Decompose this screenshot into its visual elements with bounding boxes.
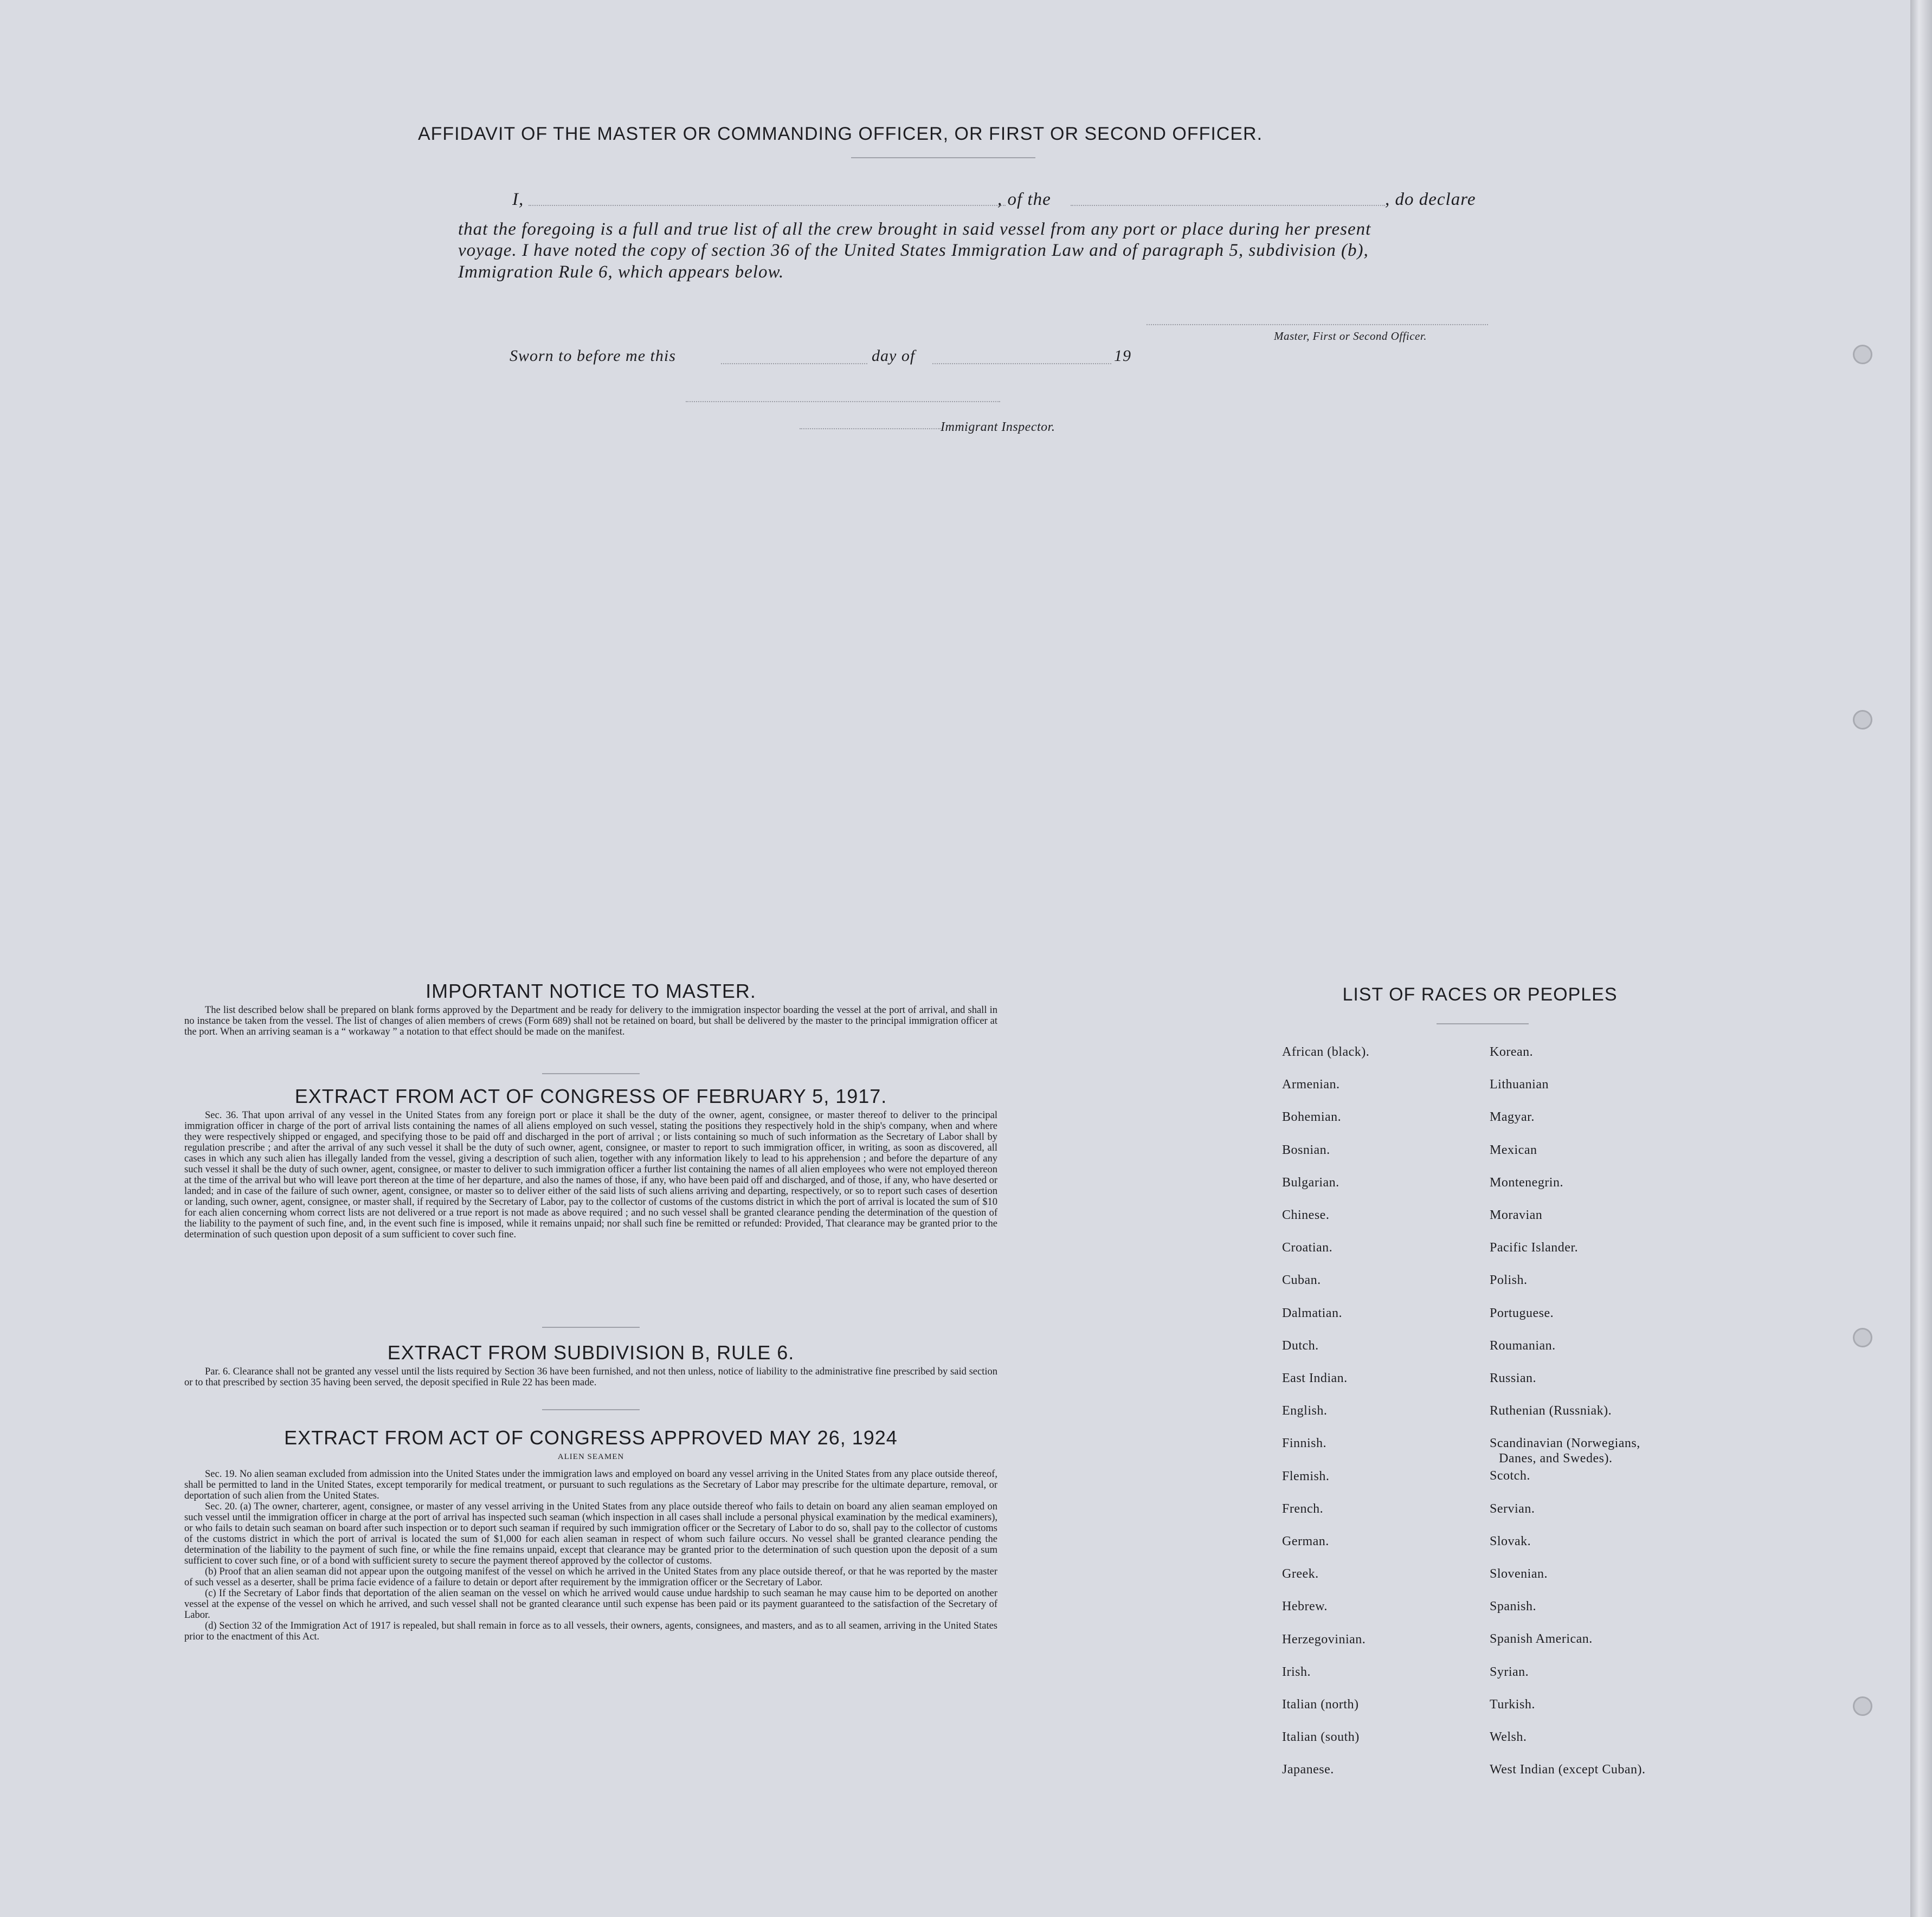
master-caption: Master, First or Second Officer. [1274, 330, 1427, 343]
race-item: Pacific Islander. [1490, 1241, 1579, 1255]
extract-1917-title: EXTRACT FROM ACT OF CONGRESS OF FEBRUARY 5, 1917. [294, 1085, 887, 1107]
race-item: Cuban. [1282, 1273, 1321, 1288]
race-item: French. [1282, 1501, 1324, 1516]
race-item: Croatian. [1282, 1241, 1333, 1255]
page-edge-shadow [1910, 0, 1932, 1917]
race-item: Danes, and Swedes). [1499, 1451, 1613, 1466]
affidavit-line-2: that the foregoing is a full and true list of all the crew brought in said vessel from any port or place during her present [458, 220, 1371, 239]
day-of-label: day of [872, 347, 916, 365]
race-item: Bosnian. [1282, 1143, 1330, 1157]
race-item: Portuguese. [1490, 1306, 1554, 1320]
year-label: 19 [1114, 347, 1131, 365]
race-item: Italian (north) [1282, 1697, 1359, 1712]
race-item: Turkish. [1490, 1697, 1535, 1712]
notice-title: IMPORTANT NOTICE TO MASTER. [426, 980, 756, 1002]
race-item: Slovenian. [1490, 1567, 1548, 1581]
sec-20a-paragraph: Sec. 20. (a) The owner, charterer, agent, consignee, or master of any vessel arriving in the United States from any place outside thereof who fails to detain on board any alien seaman employed on such vessel until the immigration officer in charge at the port of arrival has inspected such seaman (which inspection in all cases shall include a personal physical examination by the medical examiners), or who fails to detain such seaman on board after such inspection or to deport such seaman if required by such immigration officer or the Secretary of Labor to do so, shall pay to the collector of customs of the customs district in which the port of arrival is located the sum of $1,000 for each alien seaman in respect of whom such failure occurs. No vessel shall be granted clearance pending the determination of the liability to the payment of such fine, or while the fine remains unpaid, except that clearance may be granted prior to the determination of such question upon the deposit of a sum sufficient to cover such fine, or of a bond with sufficient surety to secure the payment thereof approved by the collector of customs. [184, 1501, 997, 1566]
binder-hole [1853, 1696, 1872, 1716]
race-item: African (black). [1282, 1045, 1370, 1059]
extract-rule6-divider [542, 1409, 640, 1410]
extract-1917-divider [542, 1327, 640, 1328]
race-item: Scandinavian (Norwegians, [1490, 1436, 1640, 1451]
races-divider [1437, 1023, 1529, 1024]
race-item: Hebrew. [1282, 1599, 1328, 1614]
affidavit-line-4: Immigration Rule 6, which appears below. [458, 262, 784, 282]
race-item: German. [1282, 1534, 1329, 1548]
extract-rule6-text: Par. 6. Clearance shall not be granted any vessel until the lists required by Section 36 have been furnished, and not then unless, notice of liability to the administrative fine prescribed by said section or to that prescribed by section 35 having been served, the deposit specified in Rule 22 has been made. [184, 1366, 997, 1388]
binder-hole [1853, 1328, 1872, 1347]
race-item: Herzegovinian. [1282, 1632, 1366, 1647]
race-item: Flemish. [1282, 1469, 1330, 1483]
affidavit-declare-label: , do declare [1385, 190, 1476, 209]
race-item: Syrian. [1490, 1664, 1529, 1679]
race-item: Mexican [1490, 1143, 1537, 1157]
races-title: LIST OF RACES OR PEOPLES [1342, 984, 1618, 1005]
race-item: Moravian [1490, 1208, 1543, 1222]
race-item: Italian (south) [1282, 1730, 1360, 1745]
sec-19-paragraph: Sec. 19. No alien seaman excluded from admission into the United States under the immigration laws and employed on board any vessel arriving in the United States from any place outside thereof, shall be permitted to land in the United States, except temporarily for medical treatment, or pursuant to such regulations as the Secretary of Labor may prescribe for the ultimate departure, removal, or deportation of such alien from the United States. [184, 1469, 997, 1501]
day-blank-line [721, 363, 867, 364]
race-item: Ruthenian (Russniak). [1490, 1404, 1612, 1418]
sec-20d-paragraph: (d) Section 32 of the Immigration Act of 1917 is repealed, but shall remain in force as to all vessels, their owners, agents, consignees, and masters, and as to all seamen, arriving in the United States prior to the enactment of this Act. [184, 1621, 997, 1642]
race-item: Magyar. [1490, 1110, 1535, 1125]
extract-rule6-title: EXTRACT FROM SUBDIVISION B, RULE 6. [387, 1341, 795, 1364]
race-item: Russian. [1490, 1371, 1537, 1385]
race-item: Lithuanian [1490, 1077, 1549, 1092]
name-blank-line [529, 205, 1006, 206]
extract-1924-text [184, 1469, 997, 1642]
extract-1924-title: EXTRACT FROM ACT OF CONGRESS APPROVED MAY 26, 1924 [284, 1427, 898, 1449]
notice-divider [542, 1073, 640, 1074]
master-signature-line [1147, 324, 1488, 325]
race-item: Spanish. [1490, 1599, 1537, 1614]
race-item: West Indian (except Cuban). [1490, 1763, 1646, 1777]
race-item: Roumanian. [1490, 1338, 1556, 1353]
race-item: Greek. [1282, 1567, 1319, 1582]
race-item: Bohemian. [1282, 1110, 1342, 1125]
affidavit-i-label: I, [512, 190, 524, 209]
title-divider [851, 157, 1035, 158]
sec-20b-paragraph: (b) Proof that an alien seaman did not appear upon the outgoing manifest of the vessel on which he arrived in the United States from any place outside thereof, or that he was reported by the master of such vessel as a deserter, shall be prima facie evidence of a failure to detain or deport after requirement by the immigration officer or the Secretary of Labor. [184, 1566, 997, 1588]
race-item: East Indian. [1282, 1371, 1348, 1385]
race-item: Japanese. [1282, 1763, 1334, 1777]
inspector-signature-line-2 [800, 428, 941, 429]
alien-seamen-subtitle: ALIEN SEAMEN [557, 1453, 624, 1461]
race-item: Chinese. [1282, 1208, 1330, 1222]
race-item: Bulgarian. [1282, 1175, 1339, 1190]
race-item: Spanish American. [1490, 1632, 1593, 1647]
vessel-blank-line [1071, 205, 1385, 206]
race-item: Dalmatian. [1282, 1306, 1342, 1320]
sworn-label: Sworn to before me this [510, 347, 676, 365]
affidavit-title: AFFIDAVIT OF THE MASTER OR COMMANDING OFFICER, OR FIRST OR SECOND OFFICER. [417, 124, 1263, 144]
race-item: Polish. [1490, 1273, 1528, 1288]
affidavit-line-3: voyage. I have noted the copy of section 36 of the United States Immigration Law and of paragraph 5, subdivision (b), [458, 241, 1369, 260]
race-item: Scotch. [1490, 1469, 1530, 1483]
race-item: Servian. [1490, 1501, 1535, 1516]
sec-20c-paragraph: (c) If the Secretary of Labor finds that deportation of the alien seaman on the vessel on which he arrived would cause undue hardship to such seaman he may cause him to be deported on another vessel at the expense of the vessel on which he arrived, and such vessel shall not be granted clearance until such expense has been paid or its payment guaranteed to the satisfaction of the Secretary of Labor. [184, 1588, 997, 1621]
race-item: Montenegrin. [1490, 1175, 1563, 1190]
race-item: Finnish. [1282, 1436, 1327, 1451]
affidavit-of-the-label: , of the [997, 190, 1051, 209]
notice-text: The list described below shall be prepared on blank forms approved by the Department and be ready for delivery to the immigration inspector boarding the vessel at the port of arrival, and shall in no instance be taken from the vessel. The list of changes of alien members of crews (Form 689) shall not be retained on board, but shall be delivered by the master to the principal immigration officer at the port. When an arriving seaman is a “ workaway ” a notation to that effect should be made on the manifest. [184, 1005, 997, 1037]
race-item: Armenian. [1282, 1077, 1340, 1092]
extract-1917-text: Sec. 36. That upon arrival of any vessel in the United States from any foreign port or place it shall be the duty of the owner, agent, consignee, or master thereof to deliver to the principal immigration officer in charge of the port of arrival lists containing the names of all aliens employed on such vessel, stating the positions they respectively hold in the ship's company, when and where they were respectively shipped or engaged, and specifying those to be paid off and discharged in the port of arrival ; or lists containing so much of such information as the Secretary of Labor shall by regulation prescribe ; and after the arrival of any such vessel it shall be the duty of such owner, agent, consignee, or master to report to such immigration officer, in writing, as soon as discovered, all cases in which any such alien has illegally landed from the vessel, giving a description of such alien, together with any information likely to lead to his apprehension ; and before the departure of any such vessel it shall be the duty of such owner, agent, consignee, or master to deliver to such immigration officer a further list containing the names of all alien employees who were not employed thereon at the time of the arrival but who will leave port thereon at the time of her departure, and also the names of those, if any, who have been paid off and discharged, and of those, if any, who have deserted or landed; and in case of the failure of such owner, agent, consignee, or master so to deliver either of the said lists of such aliens arriving and departing, respectively, or so to report such cases of desertion or landing, such owner, agent, consignee, or master shall, if required by the Secretary of Labor, pay to the collector of customs of the customs district in which the port of arrival is located the sum of $10 for each alien concerning whom correct lists are not delivered or a true report is not made as above required ; and no such vessel shall be granted clearance pending the determination of the question of the liability to the payment of such fine, and, in the event such fine is imposed, while it remains unpaid; nor shall such fine be remitted or refunded: Provided, That clearance may be granted prior to the determination of such question upon deposit of a sum sufficient to cover such fine. [184, 1110, 997, 1240]
inspector-signature-line-1 [686, 401, 1000, 402]
race-item: Korean. [1490, 1045, 1534, 1059]
race-item: Dutch. [1282, 1338, 1319, 1353]
binder-hole [1853, 710, 1872, 730]
inspector-caption: Immigrant Inspector. [941, 420, 1055, 434]
race-item: Welsh. [1490, 1730, 1527, 1744]
binder-hole [1853, 345, 1872, 364]
race-item: Irish. [1282, 1664, 1311, 1679]
month-blank-line [932, 363, 1111, 364]
race-item: Slovak. [1490, 1534, 1531, 1548]
race-item: English. [1282, 1404, 1328, 1418]
